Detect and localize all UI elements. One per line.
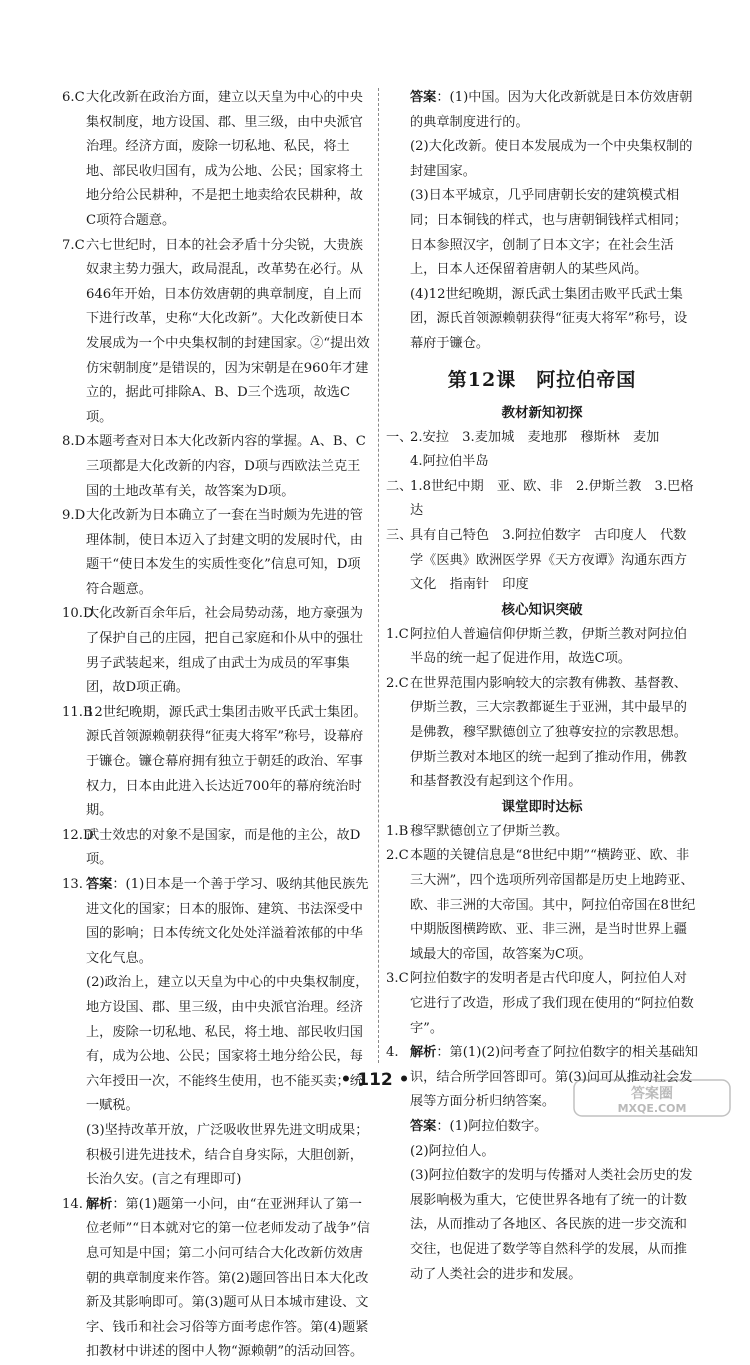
section-heading: 核心知识突破 — [501, 601, 583, 618]
answer-text: (3)坚持改革开放，广泛吸收世界先进文明成果；积极引进先进技术，结合自身实际，大胆创新，长治久安。(言之有理即可) — [86, 1122, 369, 1188]
answer-text: (2)阿拉伯人。 — [410, 1143, 495, 1159]
answer-text: ：(1)日本是一个善于学习、吸纳其他民族先进文化的国家；日本的服饰、建筑、书法深受中国的影响；日本传统文化处处洋溢着浓郁的中华文化气息。 — [86, 877, 369, 966]
answer-text: ：(1)阿拉伯数字。 — [436, 1118, 548, 1134]
item-number: 6.C — [62, 90, 85, 105]
watermark-graphic — [572, 1078, 732, 1118]
item-text: 武士效忠的对象不是国家，而是他的主公，故D项。 — [86, 827, 361, 868]
item-text: 六七世纪时，日本的社会矛盾十分尖锐，大贵族奴隶主势力强大，政局混乱，改革势在必行。从646年开始，日本仿效唐朝的典章制度，自上而下进行改革，史称“大化改新”。大化改新使日本发展成为一个中央集权制的封建国家。②“提出效仿宋朝制度”是错误的，因为宋朝是在960年才建立的，据此可排除A、B、D三个选项，故选C项。 — [86, 237, 370, 425]
row-number: 一、 — [386, 429, 413, 445]
column-divider — [378, 88, 379, 1063]
answer-text: (3)日本平城京，几乎同唐朝长安的建筑模式相同；日本铜钱的样式，也与唐朝铜钱样式相同；日本参照汉字，创制了日本文字；在社会生活上，日本人还保留着唐朝人的某些风尚。 — [410, 188, 687, 278]
answer-item-12 — [62, 824, 370, 873]
item-text: 大化改新为日本确立了一套在当时颇为先进的管理体制，使日本迈入了封建文明的发展时代，由题干“使日本发生的实质性变化”信息可知，D项符合题意。 — [86, 508, 363, 597]
row-number: 二、 — [386, 478, 413, 494]
section-heading: 课堂即时达标 — [501, 798, 583, 815]
answer-label: 答案 — [86, 877, 113, 892]
row-text: 2.安拉 3.麦加城 麦地那 穆斯林 麦加 — [410, 429, 660, 445]
item-number: 7.C — [62, 237, 85, 253]
item-text: 12世纪晚期，源氏武士集团击败平氏武士集团。源氏首领源赖朝获得“征夷大将军”称号，设幕府于镰仓。镰仓幕府拥有独立于朝廷的政治、军事权力，日本由此进入长达近700年的幕府统治时期。 — [86, 704, 367, 819]
item-number: 10.D — [62, 606, 94, 622]
fill-answer-row — [386, 450, 698, 475]
analysis-label: 解析 — [86, 1196, 113, 1212]
answer-item-8 — [62, 430, 370, 504]
row-text: 1.8世纪中期 亚、欧、非 2.伊斯兰教 3.巴格达 — [410, 478, 694, 519]
item-text: 穆罕默德创立了伊斯兰教。 — [410, 823, 569, 839]
item-number: 9.D — [62, 508, 86, 524]
item-number: 3.C — [386, 971, 409, 987]
item-text: 大化改新在政治方面，建立以天皇为中心的中央集权制度，地方设国、郡、里三级，由中央派官治理。经济方面，废除一切私地、私民，将土地、部民收归国有，成为公地、公民；国家将土地分给公民耕种，不是把土地卖给农民耕种，故C项符合题意。 — [86, 90, 363, 228]
fill-answer-row — [386, 475, 698, 524]
lesson-title: 第12课 阿拉伯帝国 — [447, 368, 637, 391]
section-heading: 教材新知初探 — [501, 404, 583, 421]
item-text: 阿拉伯数字的发明者是古代印度人，阿拉伯人对它进行了改造，形成了我们现在使用的“阿拉伯数字”。 — [410, 971, 694, 1036]
analysis-text: ：第(1)(2)问考查了阿拉伯数字的相关基础知识，结合所学回答即可。第(3)问可从推动社会发展等方面分析归纳答案。 — [410, 1045, 698, 1110]
answer-text: (2)大化改新。使日本发展成为一个中央集权制的封建国家。 — [410, 139, 693, 179]
item-text: 本题的关键信息是“8世纪中期”“横跨亚、欧、非三大洲”，四个选项所列帝国都是历史上地跨亚、欧、非三洲的大帝国。其中，阿拉伯帝国在8世纪中期版图横跨欧、亚、非三洲，是当时世界上疆域最大的帝国，故答案为C项。 — [410, 848, 696, 962]
item-number: 8.D — [62, 434, 86, 450]
item-text: 在世界范围内影响较大的宗教有佛教、基督教、伊斯兰教，三大宗教都诞生于亚洲，其中最早的是佛教，穆罕默德创立了独尊安拉的宗教思想。伊斯兰教对本地区的统一起到了推动作用，佛教和基督教没有起到这个作用。 — [410, 675, 687, 790]
answer-item — [386, 672, 698, 795]
watermark-logo — [572, 1078, 732, 1118]
answer-item-11 — [62, 701, 370, 824]
answer-text: (3)阿拉伯数字的发明与传播对人类社会历史的发展影响极为重大，它使世界各地有了统一的计数法，从而推动了各地区、各民族的进一步交流和交往，也促进了数学等自然科学的发展，从而推动了人类社会的进步和发展。 — [410, 1168, 693, 1282]
answer-item — [386, 820, 698, 845]
watermark-bottom-text: MXQE.COM — [617, 1102, 687, 1115]
fill-answer-row — [386, 426, 698, 451]
answer-text: (4)12世纪晚期，源氏武士集团击败平氏武士集团，源氏首领源赖朝获得“征夷大将军”称号，设幕府于镰仓。 — [410, 286, 688, 351]
answer-label: 答案 — [410, 1118, 437, 1134]
answer-item-13 — [62, 873, 370, 1193]
analysis-label: 解析 — [410, 1045, 437, 1061]
answer-item-14 — [62, 1193, 370, 1365]
page-number: • 112 • — [340, 1070, 410, 1090]
answer-text: ：(1)中国。因为大化改新就是日本仿效唐朝的典章制度进行的。 — [410, 90, 693, 130]
answer-item — [386, 623, 698, 672]
analysis-text: ：第(1)题第一小问，由“在亚洲拜认了第一位老师”“日本就对它的第一位老师发动了战争”信息可知是中国；第二小问可结合大化改新仿效唐朝的典章制度来作答。第(2)题回答出日本大化改新及其影响即可。第(3)题可从日本城市建设、文字、钱币和社会习俗等方面考虑作答。第(4)题紧扣教材中讲述的图中人物“源赖朝”的活动回答。 — [86, 1196, 370, 1360]
answer-label: 答案 — [410, 90, 437, 105]
item-number: 13. — [62, 877, 83, 892]
item-number: 1.C — [386, 626, 409, 642]
item-number: 1.B — [386, 823, 409, 839]
answer-item — [386, 967, 698, 1041]
answer-item — [386, 844, 698, 967]
answer-item-10 — [62, 602, 370, 700]
item-number: 12.D — [62, 827, 94, 843]
fill-answer-row — [386, 524, 698, 598]
answer-text: (2)政治上，建立以天皇为中心的中央集权制度，地方设国、郡、里三级，由中央派官治理。经济上，废除一切私地、私民，将土地、部民收归国有，成为公地、公民；国家将土地分给公民，每六年授田一次，不能终生使用，也不能买卖；统一赋税。 — [86, 975, 369, 1114]
row-text: 4.阿拉伯半岛 — [410, 454, 489, 470]
answer-item-9 — [62, 504, 370, 602]
answer-continuation — [386, 86, 698, 357]
item-number: 14. — [62, 1196, 83, 1212]
row-text: 具有自己特色 3.阿拉伯数字 古印度人 代数学《医典》欧洲医学界《天方夜谭》沟通东西方文化 指南针 印度 — [410, 527, 687, 593]
item-text: 本题考查对日本大化改新内容的掌握。A、B、C三项都是大化改新的内容，D项与西欧法兰克王国的土地改革有关，故答案为D项。 — [86, 434, 366, 499]
item-number: 4. — [386, 1045, 399, 1061]
item-text: 阿拉伯人普遍信仰伊斯兰教，伊斯兰教对阿拉伯半岛的统一起了促进作用，故选C项。 — [410, 626, 687, 667]
left-column — [62, 86, 370, 1365]
item-number: 11.B — [62, 704, 93, 720]
answer-item-7 — [62, 234, 370, 431]
answer-item-6 — [62, 86, 370, 234]
row-number: 三、 — [386, 527, 413, 543]
item-number: 2.C — [386, 848, 409, 864]
watermark-top-text: 答案圈 — [631, 1086, 673, 1102]
item-text: 大化改新百余年后，社会局势动荡，地方豪强为了保护自己的庄园，把自己家庭和仆从中的强壮男子武装起来，组成了由武士为成员的军事集团，故D项正确。 — [86, 606, 363, 696]
item-number: 2.C — [386, 675, 409, 691]
